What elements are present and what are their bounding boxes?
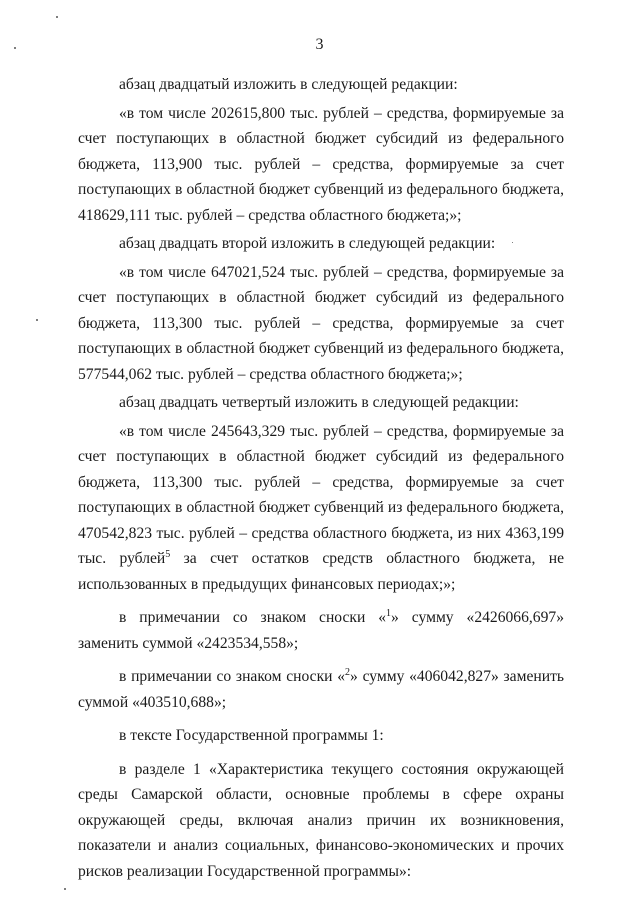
page-number: 3 bbox=[315, 36, 324, 53]
paragraph-amend-20: абзац двадцатый изложить в следующей редакции: bbox=[119, 76, 458, 93]
footnote-mark-2: 2 bbox=[345, 667, 351, 678]
paragraph-amend-24: абзац двадцать четвертый изложить в следующей редакции: bbox=[119, 394, 519, 411]
paragraph-program-text: в тексте Государственной программы 1: bbox=[119, 727, 384, 744]
quote-24-text: «в том числе 245643,329 тыс. рублей – средства, формируемые за счет поступающих в областной бюджет субсидий из федерального бюджета, 113,300 тыс. рублей – средства, формируемые за счет поступающих в областной бюджет субвенций из федерального бюджета, 470542,823 тыс. рублей – средства областного бюджета, из них 4363,199 тыс. рублей bbox=[78, 422, 564, 567]
document-body bbox=[78, 72, 564, 884]
paragraph-amend-22: абзац двадцать второй изложить в следующей редакции: bbox=[119, 235, 496, 252]
footnote-1-text: в примечании со знаком сноски « bbox=[119, 609, 387, 626]
paragraph-section-1: в разделе 1 «Характеристика текущего состояния окружающей среды Самарской области, основные проблемы в сфере охраны окружающей среды, включая анализ причин их возникновения, показатели и анализ социальных, финансово-экономических и прочих рисков реализации Государственной программы»: bbox=[78, 760, 564, 880]
footnote-2-text-end: » сумму «406042,827» заменить суммой «403510,688»; bbox=[78, 668, 564, 711]
footnote-mark-5: 5 bbox=[165, 549, 171, 560]
paragraph-quote-20: «в том числе 202615,800 тыс. рублей – средства, формируемые за счет поступающих в областной бюджет субсидий из федерального бюджета, 113,900 тыс. рублей – средства, формируемые за счет поступающих в областной бюджет субвенций из федерального бюджета, 418629,111 тыс. рублей – средства областного бюджета;»; bbox=[78, 104, 564, 224]
paragraph-quote-22: «в том числе 647021,524 тыс. рублей – средства, формируемые за счет поступающих в областной бюджет субсидий из федерального бюджета, 113,300 тыс. рублей – средства, формируемые за счет поступающих в областной бюджет субвенций из федерального бюджета, 577544,062 тыс. рублей – средства областного бюджета;»; bbox=[78, 263, 564, 383]
quote-24-text-end: за счет остатков средств областного бюджета, не использованных в предыдущих финансовых периодах;»; bbox=[78, 550, 564, 593]
scan-speck bbox=[64, 888, 66, 890]
footnote-1-text-end: » сумму «2426066,697» заменить суммой «2423534,558»; bbox=[78, 609, 564, 652]
paragraph-footnote-1 bbox=[78, 605, 564, 656]
paragraph-quote-24 bbox=[78, 419, 564, 598]
scan-speck bbox=[56, 16, 58, 18]
paragraph-footnote-2 bbox=[78, 664, 564, 715]
footnote-2-text: в примечании со знаком сноски « bbox=[119, 668, 346, 685]
scan-speck bbox=[36, 319, 38, 321]
footnote-mark-1: 1 bbox=[386, 608, 392, 619]
